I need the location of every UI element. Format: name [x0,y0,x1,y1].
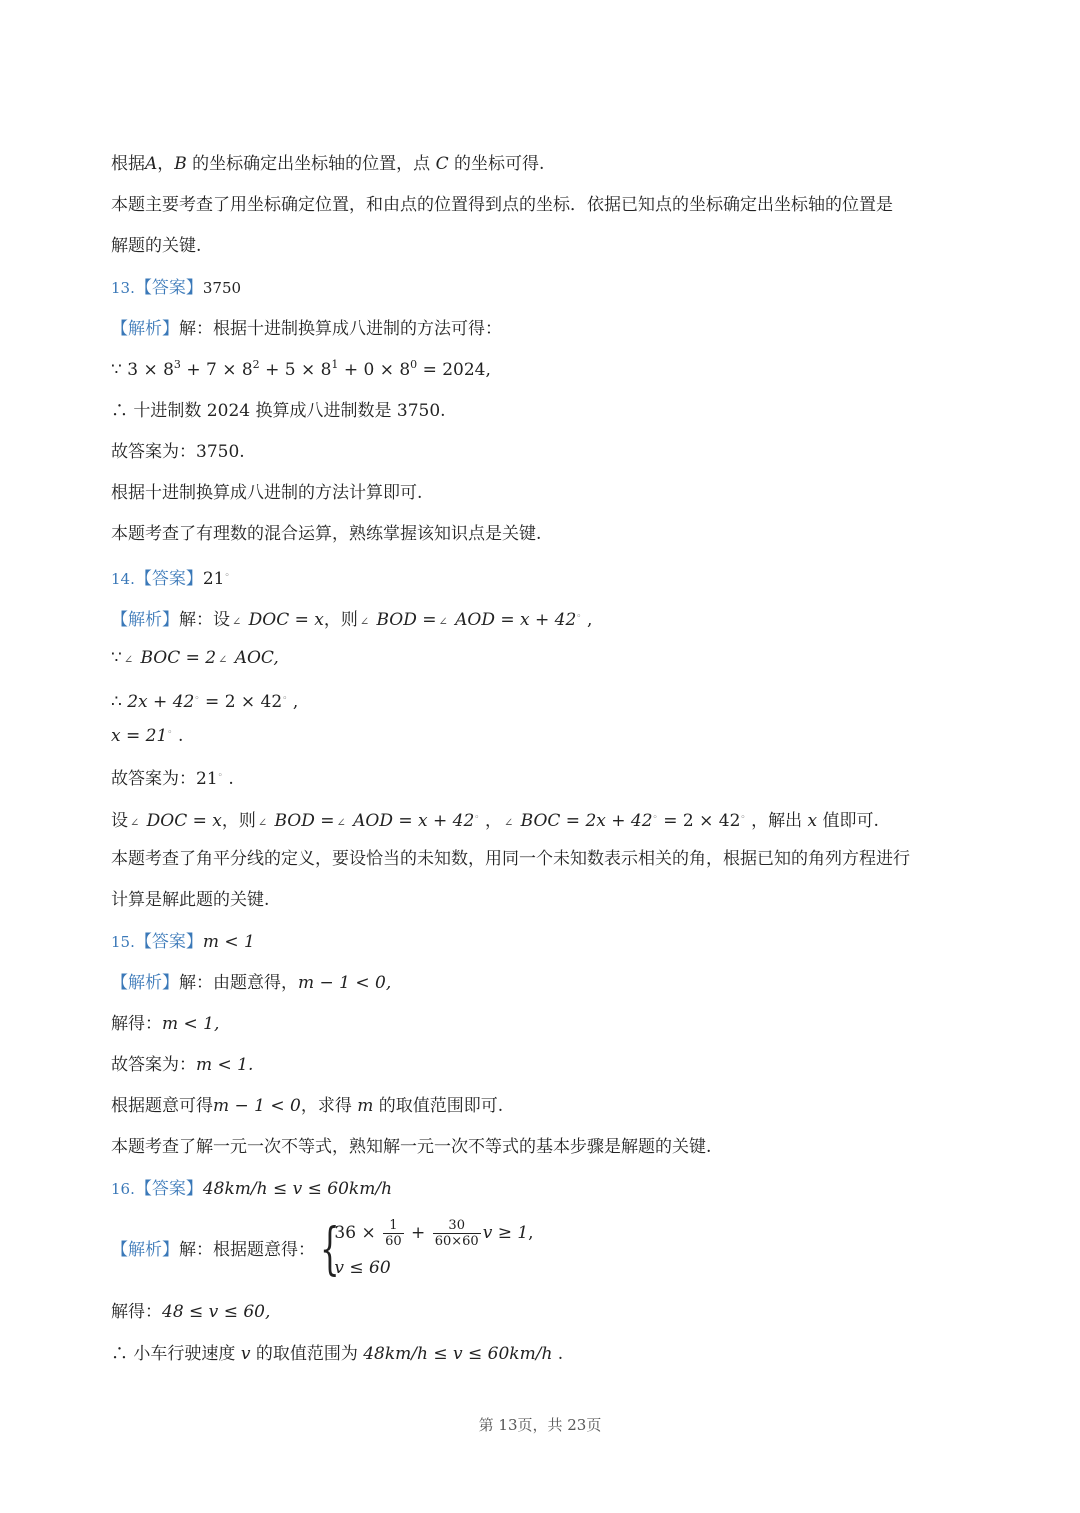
math: m < 1. [196,1055,254,1075]
math: 48km/h [202,1179,268,1199]
answer-value: m < 1 [202,932,255,952]
numerator: 30 [433,1218,481,1234]
system-row-2: v ≤ 60 [334,1258,391,1278]
text: 设 [111,811,128,831]
equation-system [320,1217,534,1282]
math: 36 × [334,1223,382,1243]
math: BOD = [274,811,335,831]
q14-final-line [111,764,980,791]
because-symbol: ∵ [111,648,122,668]
q15-final-line [111,1053,980,1077]
text: 故答案为： [111,1055,196,1075]
angle-icon: ∠ [257,816,268,829]
math: 48km/h [363,1344,428,1364]
analysis-label: 【解析】 [111,610,179,630]
math: m − 1 < 0 [213,1096,301,1116]
therefore-symbol: ∴ [111,401,128,421]
text: 的取值范围即可. [373,1096,504,1116]
math: BOD = [376,610,437,630]
question-number: 15. [111,933,135,951]
math-var: A [145,154,158,174]
q13-final-line: 故答案为：3750. [111,442,245,462]
math-var: x [807,811,818,831]
angle-icon: ∠ [504,816,514,829]
math: DOC = x [146,811,222,831]
math: m − 1 < 0, [298,973,392,993]
math: 48 ≤ v ≤ 60, [162,1302,271,1322]
math: 3 × 8 [127,360,174,380]
exponent: 3 [173,358,181,371]
q14-result-line [111,721,980,748]
exponent: 0 [410,358,418,371]
system-row-1 [334,1218,533,1249]
text: 根据题意可得 [111,1096,213,1116]
q14-note-line: 本题考查了角平分线的定义，要设恰当的未知数，用同一个未知数表示相关的角，根据已知的角列方程进行 [111,849,910,869]
q13-answer-line [111,276,980,300]
math: + [405,1223,431,1243]
therefore-symbol: ∴ [111,1344,128,1364]
text: 解得： [111,1302,162,1322]
question-number: 16. [111,1180,135,1198]
math: v ≥ 1 [482,1223,529,1243]
angle-icon: ∠ [336,816,346,829]
math: AOD = x + 42 [353,811,475,831]
text-line: 解题的关键. [111,236,202,256]
q14-analysis-line [111,605,980,634]
answer-value: 3750 [202,279,242,297]
text: ，则 [323,610,358,630]
therefore-symbol: ∴ [111,692,122,712]
q15-note-line [111,1094,980,1118]
fraction [433,1218,481,1249]
text: ，则 [221,811,256,831]
math: = 2 × 42 [657,811,741,831]
q16-answer-line [111,1177,980,1201]
text: 解：根据十进制换算成八进制的方法可得： [179,319,502,339]
degree-mark: ◦ [194,694,200,704]
degree-mark: ◦ [282,694,288,704]
text: , [528,1223,534,1243]
q15-solve-line [111,1012,980,1036]
text: 的取值范围为 [250,1344,364,1364]
q16-analysis-line [111,1217,980,1282]
math: ≤ v ≤ 60km/h [427,1344,553,1364]
q14-answer-line [111,564,980,591]
text: 根据 [111,154,145,174]
answer-label: 【答案】 [134,932,203,952]
degree-mark: ◦ [474,813,480,823]
math: x = 21 [111,726,168,746]
angle-icon: ∠ [438,615,448,628]
text: ， [479,811,503,831]
degree-mark: ◦ [224,571,230,581]
denominator: 60 [385,1234,402,1249]
degree-mark: ◦ [652,813,658,823]
fraction [383,1218,404,1249]
answer-label: 【答案】 [134,569,203,589]
q15-analysis-line [111,971,980,995]
q13-note-line: 根据十进制换算成八进制的方法计算即可. [111,483,423,503]
math-var: m [357,1096,374,1116]
math: = 2 × 42 [199,692,283,712]
answer-label: 【答案】 [134,1179,203,1199]
math: + 5 × 8 [259,360,332,380]
text: . [222,769,234,789]
text: 解：由题意得， [179,973,298,993]
degree-mark: ◦ [217,771,223,781]
text: , [581,610,593,630]
analysis-label: 【解析】 [111,1240,179,1260]
exponent: 1 [331,358,339,371]
text-line: 本题主要考查了用坐标确定位置，和由点的位置得到点的坐标．依据已知点的坐标确定出坐标轴的位置是 [111,195,893,215]
text-line [111,152,980,176]
math: BOC = 2x + 42 [520,811,653,831]
text: 解得： [111,1014,162,1034]
degree-mark: ◦ [740,813,746,823]
text: 解：根据题意得： [179,1240,315,1260]
q14-note-line: 计算是解此题的关键. [111,890,270,910]
math: AOD = x + 42 [455,610,577,630]
q16-solve-line [111,1300,980,1324]
math: BOC = 2 [140,648,217,668]
text: ， [157,154,175,174]
degree-mark: ◦ [167,728,173,738]
angle-icon: ∠ [359,615,370,628]
text: . [172,726,184,746]
angle-icon: ∠ [232,615,242,628]
analysis-label: 【解析】 [111,319,179,339]
text: 十进制数 2024 换算成八进制数是 3750. [128,401,446,421]
q13-conclusion-line [111,399,980,423]
degree-mark: ◦ [576,612,582,622]
q14-therefore-line [111,687,980,714]
q14-note-line [111,806,980,835]
analysis-label: 【解析】 [111,973,179,993]
math: = 2024, [417,360,491,380]
text: . [552,1344,564,1364]
text: 解：设 [179,610,230,630]
math-var: v [240,1344,251,1364]
q14-because-line [111,646,980,672]
text: 值即可. [817,811,879,831]
math: AOC, [234,648,279,668]
angle-icon: ∠ [218,653,228,666]
text: 小车行驶速度 [128,1344,241,1364]
math: + 7 × 8 [180,360,253,380]
question-number: 13. [111,279,135,297]
answer-value: 21 [202,569,225,589]
text: 的坐标可得. [448,154,545,174]
q15-note-line: 本题考查了解一元一次不等式，熟知解一元一次不等式的基本步骤是解题的关键. [111,1137,712,1157]
q13-analysis-line [111,317,980,341]
numerator: 1 [383,1218,404,1234]
q13-equation-line [111,358,980,382]
math: m < 1, [162,1014,220,1034]
math: 2x + 42 [127,692,195,712]
brace-icon: { [320,1217,341,1282]
math: ≤ v ≤ 60km/h [267,1179,393,1199]
text: 故答案为：21 [111,769,218,789]
q16-conclusion-line [111,1342,980,1366]
angle-icon: ∠ [123,653,134,666]
because-symbol: ∵ [111,360,122,380]
page-footer: 第 13页，共 23页 [478,1416,602,1434]
q15-answer-line [111,930,980,954]
denominator: 60×60 [434,1234,479,1249]
math-var: B [174,154,187,174]
text: ，求得 [300,1096,358,1116]
math: DOC = x [248,610,324,630]
q13-note-line: 本题考查了有理数的混合运算，熟练掌握该知识点是关键. [111,524,542,544]
text: ，解出 [745,811,808,831]
question-number: 14. [111,570,135,588]
exponent: 2 [252,358,260,371]
answer-label: 【答案】 [134,278,203,298]
angle-icon: ∠ [130,816,140,829]
text: , [287,692,299,712]
math: + 0 × 8 [338,360,411,380]
math-var: C [435,154,449,174]
text: 的坐标确定出坐标轴的位置，点 [186,154,436,174]
